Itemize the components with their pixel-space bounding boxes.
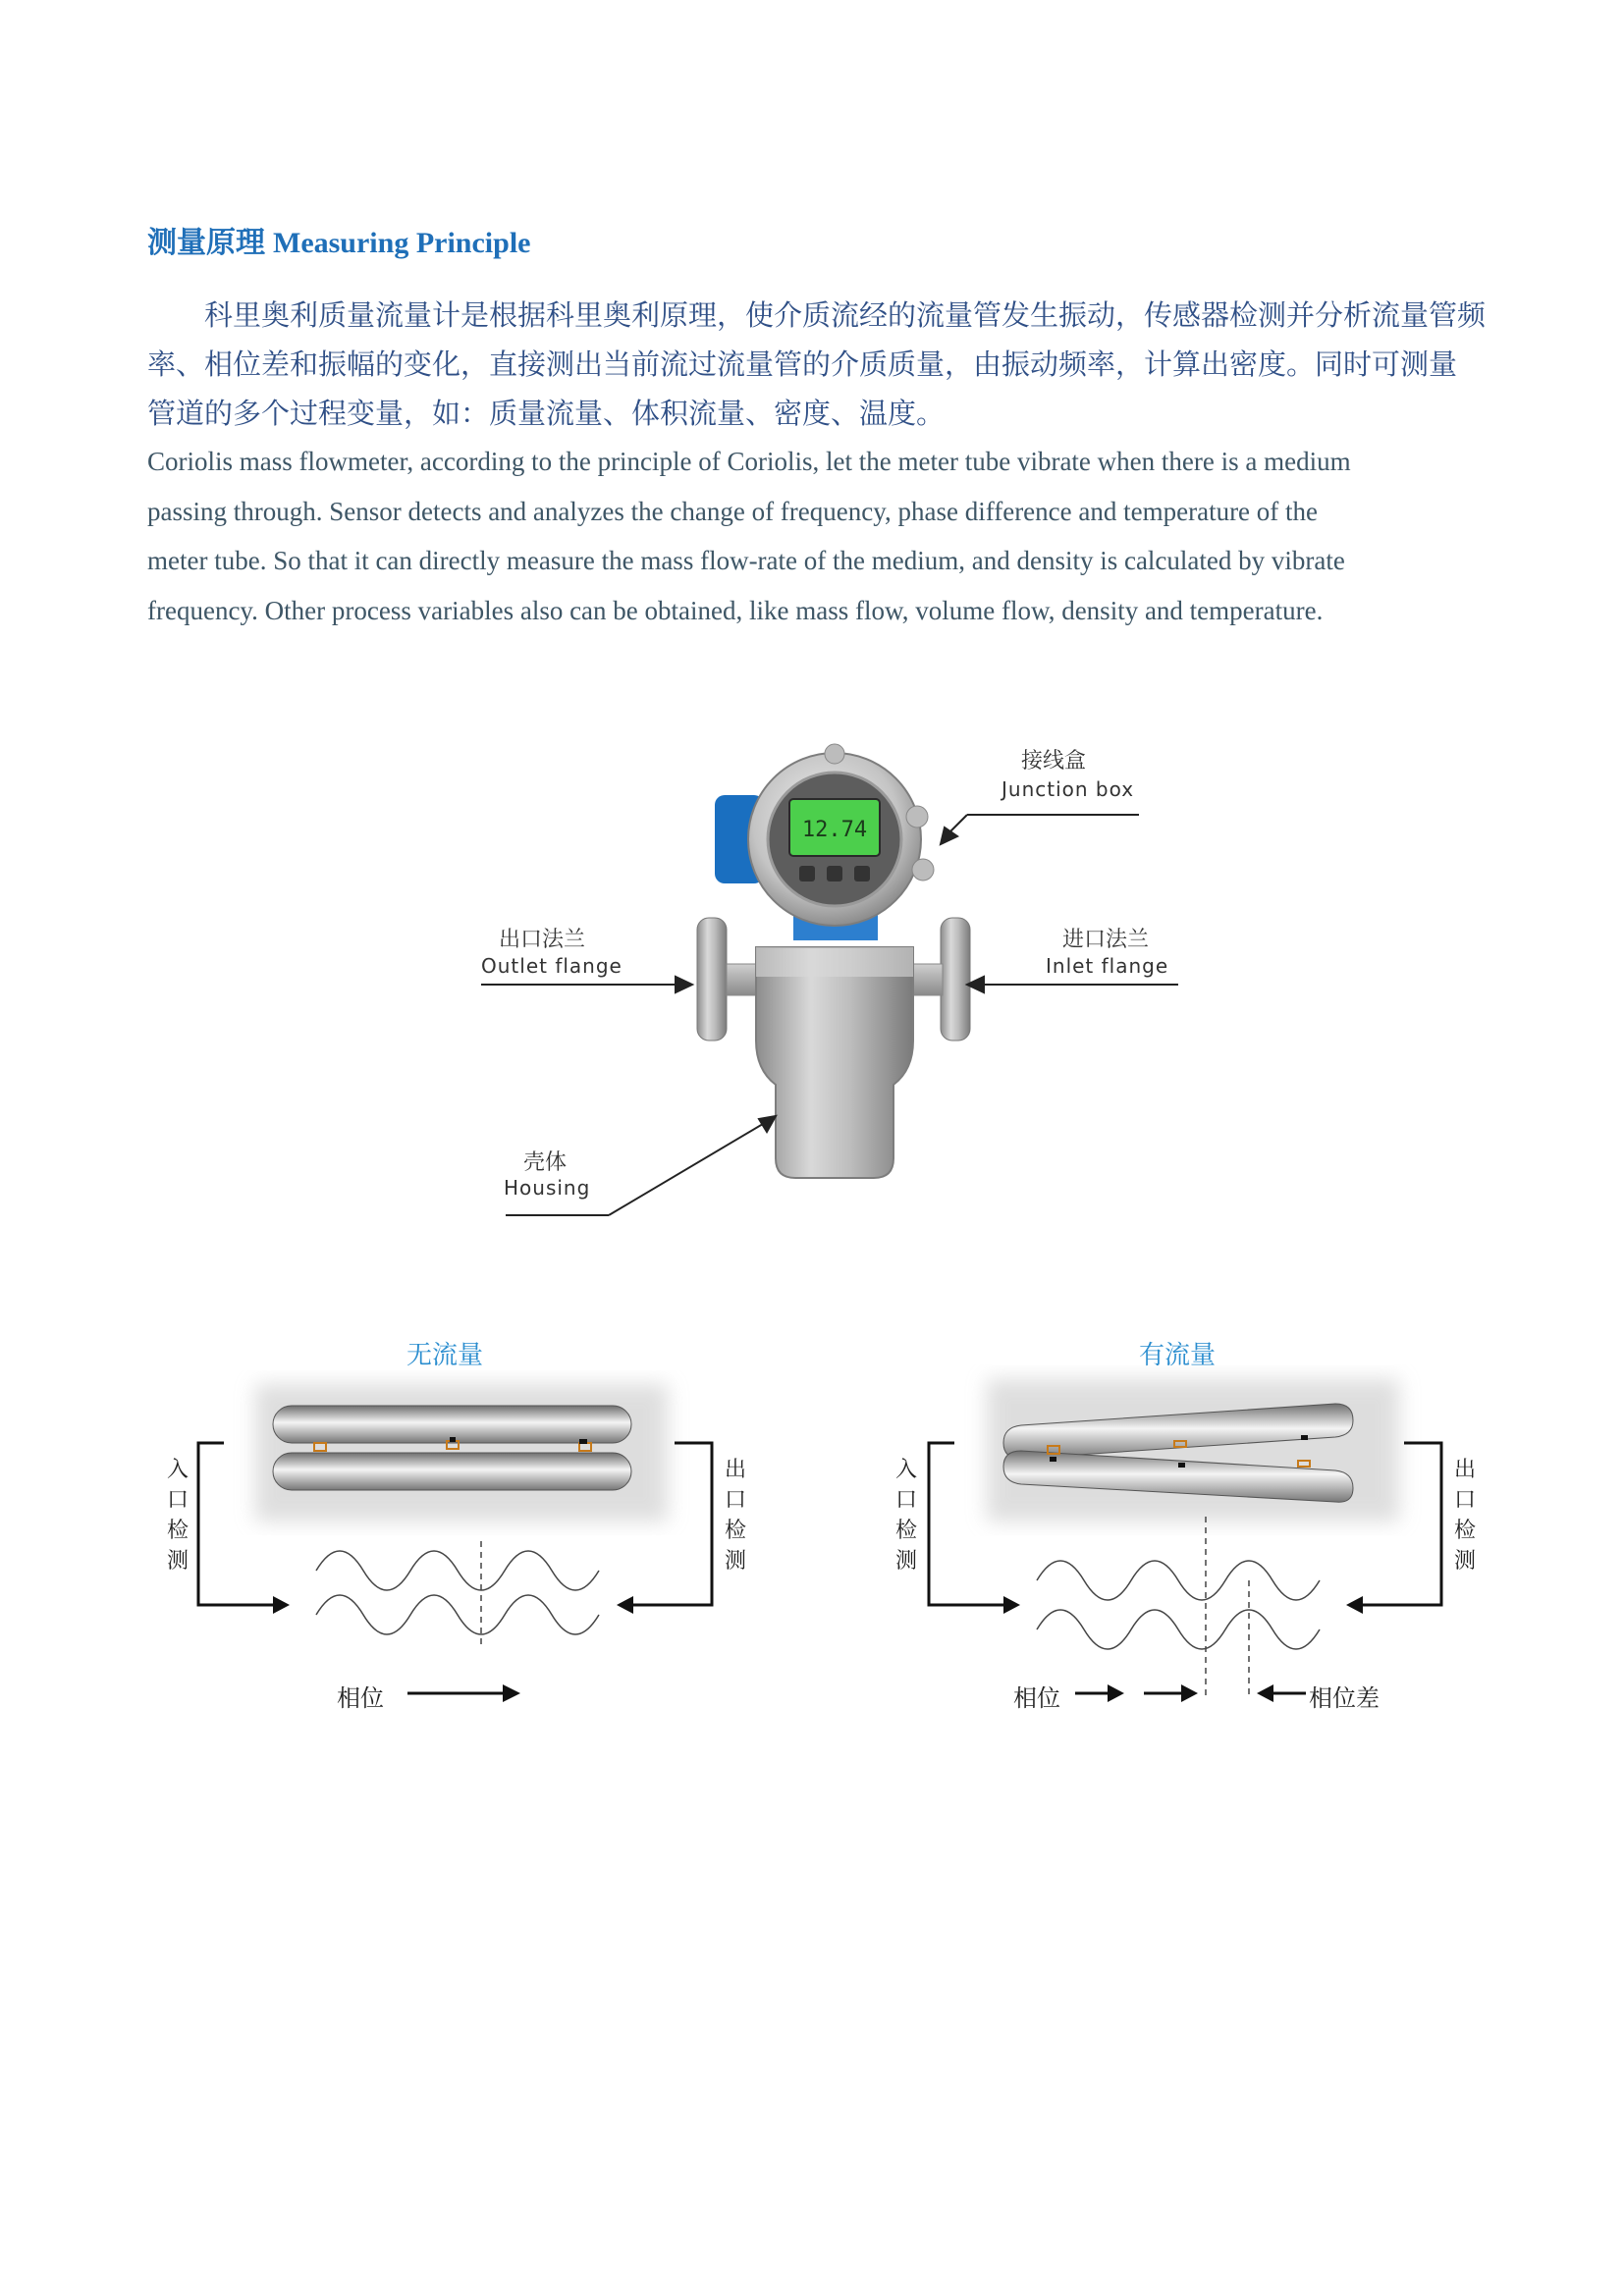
outlet-flange-label-cn: 出口法兰: [499, 928, 586, 952]
with-flow-phase-label: 相位: [1013, 1684, 1060, 1712]
junction-box-label-en: Junction box: [1001, 777, 1135, 801]
intro-cn-line: 科里奥利质量流量计是根据科里奥利原理，使介质流经的流量管发生振动，传感器检测并分析流量管频: [204, 298, 1487, 332]
section-title-cn: 测量原理: [147, 226, 265, 260]
intro-cn-line: 率、相位差和振幅的变化，直接测出当前流过流量管的介质质量，由振动频率，计算出密度。同时可测量: [147, 347, 1458, 381]
with-flow-outlet-label: 出 口 检 测: [1453, 1458, 1476, 1574]
no-flow-title: 无流量: [406, 1341, 484, 1370]
inlet-flange-label-en: Inlet flange: [1046, 954, 1169, 978]
junction-box-label-cn: 接线盒: [1021, 749, 1087, 774]
intro-en-line: frequency. Other process variables also can be obtained, like mass flow, volume flow, density and temperature.: [147, 595, 1324, 625]
no-flow-phase-label: 相位: [337, 1684, 384, 1712]
intro-en-line: meter tube. So that it can directly measure the mass flow-rate of the medium, and density is calculated by vibrate: [147, 546, 1345, 575]
section-title-en: Measuring Principle: [273, 227, 531, 259]
intro-en-line: Coriolis mass flowmeter, according to the principle of Coriolis, let the meter tube vibrate when there is a medium: [147, 447, 1351, 476]
housing-label-cn: 壳体: [523, 1150, 568, 1175]
no-flow-inlet-label: 入 口 检 测: [166, 1458, 189, 1574]
with-flow-phase-diff-label: 相位差: [1309, 1684, 1380, 1712]
housing-label-en: Housing: [504, 1176, 591, 1200]
intro-cn-line: 管道的多个过程变量，如：质量流量、体积流量、密度、温度。: [147, 397, 946, 430]
with-flow-title: 有流量: [1139, 1341, 1217, 1370]
with-flow-inlet-label: 入 口 检 测: [894, 1458, 917, 1574]
intro-en-line: passing through. Sensor detects and analyzes the change of frequency, phase difference and temperature of the: [147, 496, 1319, 526]
outlet-flange-label-en: Outlet flange: [481, 954, 623, 978]
lcd-value: 12.74: [801, 818, 868, 842]
inlet-flange-label-cn: 进口法兰: [1062, 928, 1150, 952]
no-flow-outlet-label: 出 口 检 测: [724, 1458, 746, 1574]
